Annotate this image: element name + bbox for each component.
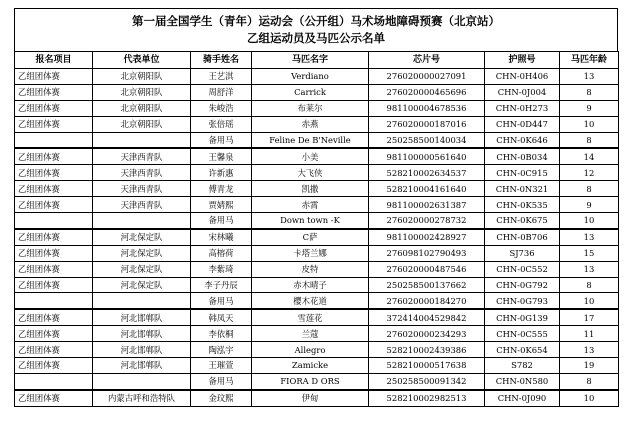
horse-age-cell: 8 <box>560 373 619 389</box>
horse-name-cell: 布莱尔 <box>252 100 369 116</box>
chip-number-cell: 250258500091342 <box>369 373 485 389</box>
horse-name-cell: Down town -K <box>252 213 369 229</box>
rider-cell: 许新惠 <box>191 165 252 181</box>
table-row <box>15 326 619 342</box>
chip-number-cell: 250258500137662 <box>369 277 485 293</box>
passport-cell: CHN-0C552 <box>485 261 560 277</box>
unit-cell: 天津西青队 <box>93 165 191 181</box>
horse-age-cell: 11 <box>560 326 619 342</box>
horse-age-cell: 8 <box>560 132 619 148</box>
table-row <box>15 148 619 164</box>
rider-cell: 王璀萱 <box>191 358 252 374</box>
horse-age-cell: 17 <box>560 309 619 325</box>
horse-age-cell: 9 <box>560 197 619 213</box>
rider-cell: 高榕荷 <box>191 245 252 261</box>
chip-number-cell: 250258500140034 <box>369 132 485 148</box>
event-cell <box>15 373 93 389</box>
rider-cell: 李子丹辰 <box>191 277 252 293</box>
unit-cell: 河北邯郸队 <box>93 358 191 374</box>
passport-cell: CHN-0K535 <box>485 197 560 213</box>
passport-cell: CHN-0G792 <box>485 277 560 293</box>
chip-number-cell: 276020000278732 <box>369 213 485 229</box>
table-row <box>15 373 619 389</box>
unit-cell: 河北保定队 <box>93 229 191 245</box>
passport-cell: SJ736 <box>485 245 560 261</box>
horse-age-cell: 14 <box>560 148 619 164</box>
rider-cell: 王艺淇 <box>191 69 252 85</box>
horse-name-cell: 雪莲花 <box>252 309 369 325</box>
table-row <box>15 342 619 358</box>
table-row <box>15 358 619 374</box>
unit-cell: 北京朝阳队 <box>93 116 191 132</box>
rider-cell: 傅青龙 <box>191 181 252 197</box>
table-row <box>15 277 619 293</box>
chip-number-cell: 981100000561640 <box>369 148 485 164</box>
horse-name-cell: 樱木花道 <box>252 293 369 309</box>
horse-age-cell: 10 <box>560 116 619 132</box>
chip-number-cell: 276020000487546 <box>369 261 485 277</box>
event-cell: 乙组团体赛 <box>15 261 93 277</box>
column-header: 代表单位 <box>93 52 191 69</box>
rider-cell: 贾婧熙 <box>191 197 252 213</box>
unit-cell <box>93 213 191 229</box>
unit-cell: 河北保定队 <box>93 261 191 277</box>
horse-age-cell: 8 <box>560 84 619 100</box>
passport-cell: CHN-0D447 <box>485 116 560 132</box>
horse-name-cell: 卡塔兰娜 <box>252 245 369 261</box>
passport-cell: CHN-0H273 <box>485 100 560 116</box>
table-row <box>15 261 619 277</box>
horse-name-cell: 赤木晴子 <box>252 277 369 293</box>
event-cell <box>15 293 93 309</box>
horse-name-cell: 大飞侠 <box>252 165 369 181</box>
table-row <box>15 390 619 406</box>
rider-cell: 备用马 <box>191 132 252 148</box>
rider-cell: 韩凤天 <box>191 309 252 325</box>
table-row <box>15 293 619 309</box>
rider-cell: 备用马 <box>191 293 252 309</box>
passport-cell: CHN-0B706 <box>485 229 560 245</box>
passport-cell: CHN-0K646 <box>485 132 560 148</box>
unit-cell: 天津西青队 <box>93 148 191 164</box>
event-cell: 乙组团体赛 <box>15 100 93 116</box>
horse-age-cell: 10 <box>560 390 619 406</box>
chip-number-cell: 528210002982513 <box>369 390 485 406</box>
event-cell: 乙组团体赛 <box>15 358 93 374</box>
rider-cell: 周舒洋 <box>191 84 252 100</box>
rider-cell: 备用马 <box>191 373 252 389</box>
horse-name-cell: 赤霄 <box>252 197 369 213</box>
event-cell <box>15 213 93 229</box>
passport-cell: CHN-0K675 <box>485 213 560 229</box>
table-row <box>15 165 619 181</box>
passport-cell: CHN-0G793 <box>485 293 560 309</box>
unit-cell <box>93 132 191 148</box>
rider-cell: 李依桐 <box>191 326 252 342</box>
horse-age-cell: 12 <box>560 165 619 181</box>
event-cell: 乙组团体赛 <box>15 165 93 181</box>
column-header: 护照号 <box>485 52 560 69</box>
table-row <box>15 197 619 213</box>
passport-cell: CHN-0H406 <box>485 69 560 85</box>
horse-age-cell: 15 <box>560 245 619 261</box>
chip-number-cell: 528210002634537 <box>369 165 485 181</box>
table-header-row <box>15 52 619 69</box>
horse-name-cell: 伊甸 <box>252 390 369 406</box>
horse-name-cell: Allegro <box>252 342 369 358</box>
event-cell: 乙组团体赛 <box>15 390 93 406</box>
table-row <box>15 69 619 85</box>
chip-number-cell: 276020000027091 <box>369 69 485 85</box>
horse-name-cell: Carrick <box>252 84 369 100</box>
chip-number-cell: 528210000517638 <box>369 358 485 374</box>
chip-number-cell: 276020000187016 <box>369 116 485 132</box>
unit-cell: 北京朝阳队 <box>93 84 191 100</box>
event-cell: 乙组团体赛 <box>15 245 93 261</box>
passport-cell: CHN-0B034 <box>485 148 560 164</box>
chip-number-cell: 276020000234293 <box>369 326 485 342</box>
event-cell: 乙组团体赛 <box>15 116 93 132</box>
horse-name-cell: 兰蔻 <box>252 326 369 342</box>
unit-cell: 河北保定队 <box>93 277 191 293</box>
rider-cell: 李紫琦 <box>191 261 252 277</box>
unit-cell <box>93 373 191 389</box>
horse-name-cell: FIORA D ORS <box>252 373 369 389</box>
event-cell: 乙组团体赛 <box>15 84 93 100</box>
rider-cell: 备用马 <box>191 213 252 229</box>
event-cell <box>15 132 93 148</box>
unit-cell: 河北邯郸队 <box>93 309 191 325</box>
horse-age-cell: 13 <box>560 342 619 358</box>
chip-number-cell: 981100002631387 <box>369 197 485 213</box>
horse-age-cell: 8 <box>560 181 619 197</box>
table-row <box>15 132 619 148</box>
event-cell: 乙组团体赛 <box>15 229 93 245</box>
table-row <box>15 84 619 100</box>
passport-cell: CHN-0N580 <box>485 373 560 389</box>
horse-name-cell: 赤燕 <box>252 116 369 132</box>
event-cell: 乙组团体赛 <box>15 181 93 197</box>
rider-cell: 王馨泉 <box>191 148 252 164</box>
chip-number-cell: 276020000184270 <box>369 293 485 309</box>
rider-cell: 张倍瑶 <box>191 116 252 132</box>
title-block <box>14 8 618 51</box>
horse-name-cell: Zamicke <box>252 358 369 374</box>
table-row <box>15 245 619 261</box>
event-cell: 乙组团体赛 <box>15 148 93 164</box>
table-row <box>15 100 619 116</box>
passport-cell: CHN-0C555 <box>485 326 560 342</box>
horse-age-cell: 19 <box>560 358 619 374</box>
column-header: 芯片号 <box>369 52 485 69</box>
chip-number-cell: 981100002428927 <box>369 229 485 245</box>
table-row <box>15 229 619 245</box>
document <box>14 8 618 407</box>
chip-number-cell: 528210004161640 <box>369 181 485 197</box>
chip-number-cell: 528210002439386 <box>369 342 485 358</box>
rider-cell: 宋林曦 <box>191 229 252 245</box>
horse-age-cell: 10 <box>560 293 619 309</box>
horse-age-cell: 9 <box>560 100 619 116</box>
passport-cell: CHN-0J090 <box>485 390 560 406</box>
table-row <box>15 116 619 132</box>
table-row <box>15 181 619 197</box>
column-header: 马匹年龄 <box>560 52 619 69</box>
unit-cell: 内蒙古呼和浩特队 <box>93 390 191 406</box>
unit-cell: 河北邯郸队 <box>93 326 191 342</box>
chip-number-cell: 276098102790493 <box>369 245 485 261</box>
roster-table <box>14 51 619 407</box>
column-header: 马匹名字 <box>252 52 369 69</box>
passport-cell: S782 <box>485 358 560 374</box>
unit-cell: 北京朝阳队 <box>93 100 191 116</box>
unit-cell: 天津西青队 <box>93 197 191 213</box>
document-title: 第一届全国学生（青年）运动会（公开组）马术场地障碍预赛（北京站） <box>132 14 500 28</box>
event-cell: 乙组团体赛 <box>15 309 93 325</box>
horse-name-cell: 凯撒 <box>252 181 369 197</box>
event-cell: 乙组团体赛 <box>15 342 93 358</box>
event-cell: 乙组团体赛 <box>15 197 93 213</box>
horse-name-cell: Verdiano <box>252 69 369 85</box>
document-subtitle: 乙组运动员及马匹公示名单 <box>247 31 385 45</box>
horse-age-cell: 13 <box>560 229 619 245</box>
horse-name-cell: C萨 <box>252 229 369 245</box>
passport-cell: CHN-0J004 <box>485 84 560 100</box>
event-cell: 乙组团体赛 <box>15 326 93 342</box>
table-body <box>15 69 619 407</box>
unit-cell: 北京朝阳队 <box>93 69 191 85</box>
horse-name-cell: Feline De B'Neville <box>252 132 369 148</box>
rider-cell: 朱峻浩 <box>191 100 252 116</box>
column-header: 报名项目 <box>15 52 93 69</box>
horse-age-cell: 13 <box>560 69 619 85</box>
passport-cell: CHN-0N321 <box>485 181 560 197</box>
horse-age-cell: 13 <box>560 261 619 277</box>
rider-cell: 陶泓宇 <box>191 342 252 358</box>
unit-cell: 天津西青队 <box>93 181 191 197</box>
chip-number-cell: 372414004529842 <box>369 309 485 325</box>
rider-cell: 金玟熙 <box>191 390 252 406</box>
unit-cell: 河北保定队 <box>93 245 191 261</box>
table-row <box>15 213 619 229</box>
horse-name-cell: 小美 <box>252 148 369 164</box>
horse-age-cell: 8 <box>560 277 619 293</box>
passport-cell: CHN-0C915 <box>485 165 560 181</box>
column-header: 骑手姓名 <box>191 52 252 69</box>
passport-cell: CHN-0K654 <box>485 342 560 358</box>
horse-name-cell: 皮特 <box>252 261 369 277</box>
chip-number-cell: 276020000465696 <box>369 84 485 100</box>
unit-cell: 河北邯郸队 <box>93 342 191 358</box>
event-cell: 乙组团体赛 <box>15 277 93 293</box>
event-cell: 乙组团体赛 <box>15 69 93 85</box>
horse-age-cell: 10 <box>560 213 619 229</box>
chip-number-cell: 981100004678536 <box>369 100 485 116</box>
unit-cell <box>93 293 191 309</box>
table-row <box>15 309 619 325</box>
passport-cell: CHN-0G139 <box>485 309 560 325</box>
